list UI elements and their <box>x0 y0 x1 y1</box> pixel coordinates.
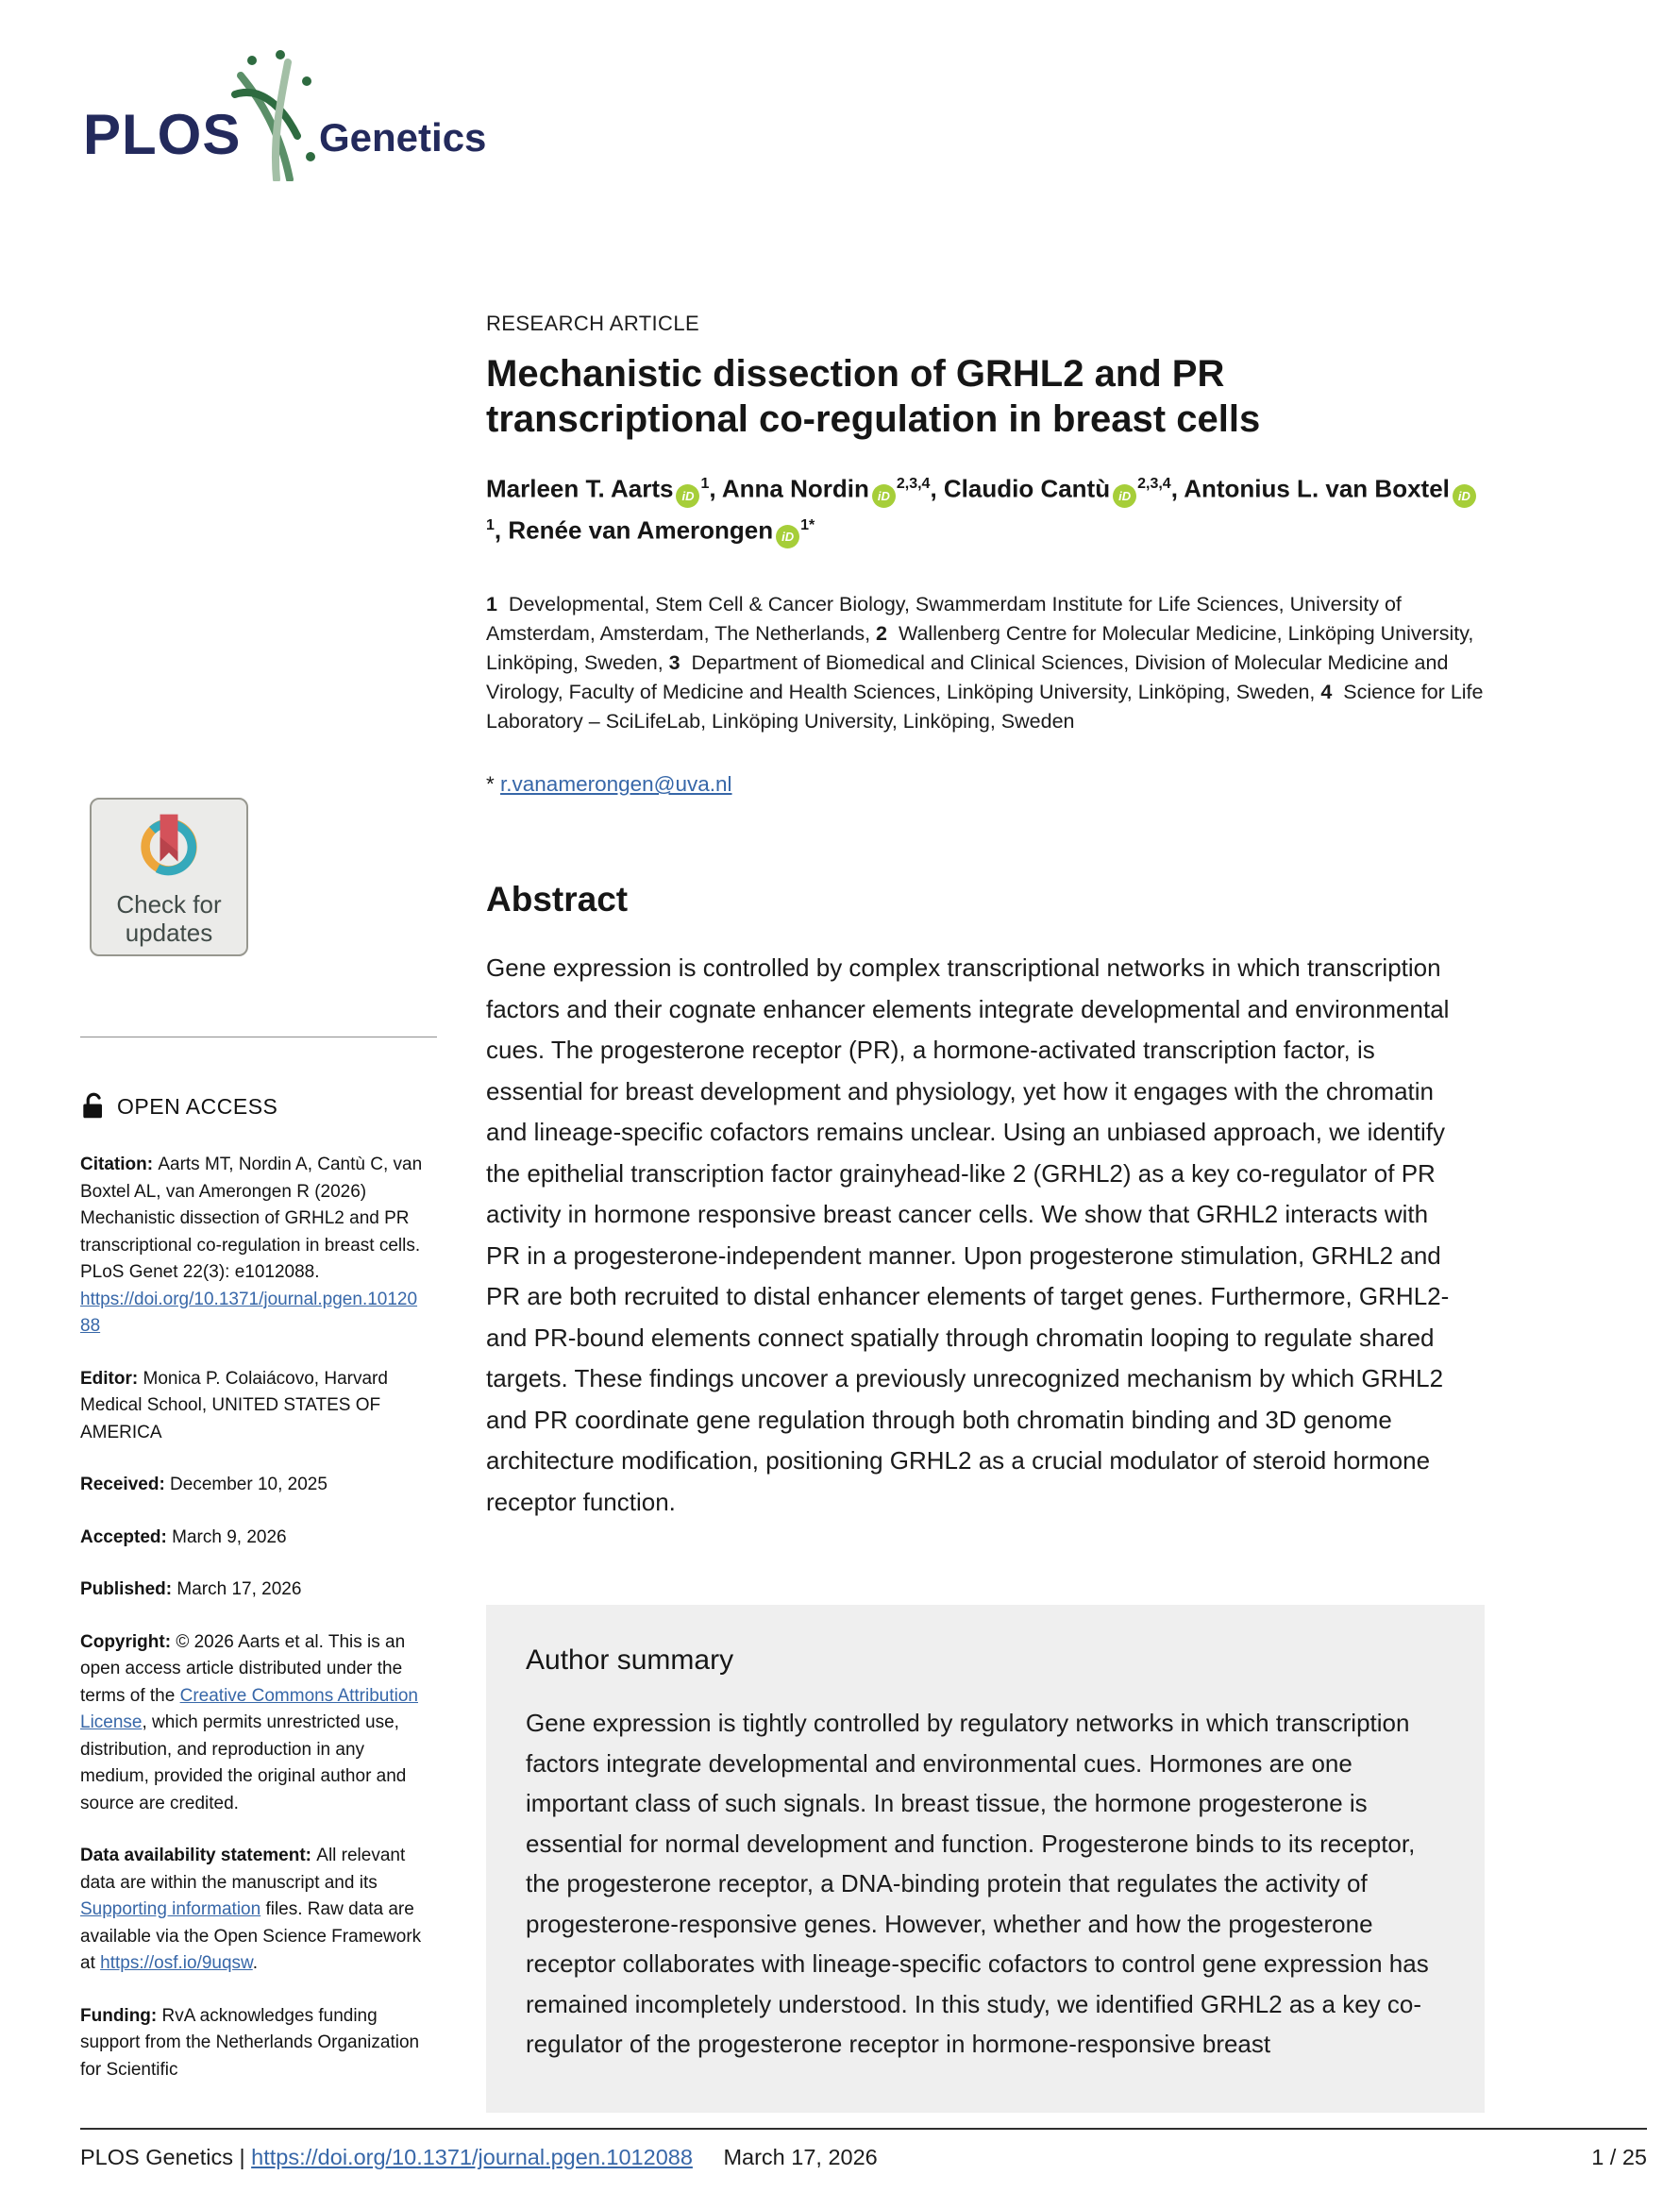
author-affiliation-sup: 1 <box>700 476 710 492</box>
sidebar-block-received: Received: December 10, 2025 <box>80 1475 328 1494</box>
sidebar-link[interactable]: https://osf.io/9uqsw <box>100 1953 253 1973</box>
correspondence-marker: * <box>486 772 495 797</box>
article-title: Mechanistic dissection of GRHL2 and PR transcriptional co-regulation in breast cells <box>486 353 1261 440</box>
crossmark-icon <box>128 807 210 886</box>
author-list: Marleen T. Aarts $iD^1$, Anna Nordin iD$^{2,3,4}$, Claudio Cantù iD$^{2,3,4}$, Antonius L. van Boxtel $iD^1$, Renée van Amerongen $iD^{1*}$ <box>486 466 1485 548</box>
orcid-icon[interactable]: iD <box>1113 484 1136 508</box>
abstract-heading: Abstract <box>486 880 629 919</box>
orcid-icon[interactable]: iD <box>676 484 699 508</box>
author-name: Renée van Amerongen <box>508 515 774 545</box>
correspondence-line <box>486 772 1485 797</box>
article-type-kicker: RESEARCH ARTICLE <box>486 312 700 335</box>
check-for-updates-badge[interactable] <box>90 798 248 956</box>
footer-journal: PLOS Genetics <box>80 2145 233 2169</box>
orcid-icon[interactable]: iD <box>776 525 799 548</box>
footer-page-number: 1 / 25 <box>1591 2145 1647 2169</box>
footer-separator: | <box>239 2145 245 2169</box>
author-name: Anna Nordin <box>721 474 869 503</box>
sidebar-block-data-availability: Data availability statement: All relevant data are within the manuscript and its Supporting information files. Raw data are available via the Open Science Framework at https://osf.io/9uqsw. <box>80 1846 422 1973</box>
author-affiliation-sup: 2,3,4 <box>1137 476 1171 492</box>
author-affiliation-sup: 1* <box>800 516 815 533</box>
journal-name: Genetics <box>319 115 487 160</box>
author-summary-box <box>486 1605 1485 2113</box>
footer-doi-link[interactable]: https://doi.org/10.1371/journal.pgen.1012088 <box>251 2145 693 2169</box>
affiliation-number: 3 <box>668 651 680 675</box>
open-lock-icon <box>80 1091 109 1121</box>
author-name: Marleen T. Aarts <box>486 474 674 503</box>
sidebar-block-funding: Funding: RvA acknowledges funding support from the Netherlands Organization for Scientific <box>80 2005 420 2080</box>
plos-logo-art-icon <box>228 49 319 181</box>
author-name: Claudio Cantù <box>943 474 1111 503</box>
affiliation-number: 4 <box>1320 681 1333 704</box>
footer-rule <box>80 2128 1647 2130</box>
open-access-label: OPEN ACCESS <box>117 1093 278 1119</box>
footer <box>80 2145 1647 2170</box>
author-summary-text: Gene expression is tightly controlled by regulatory networks in which transcription factors integrate developmental and environmental cues. Hormones are one important class of such signals. In breast tissue, the hormone progesterone is essential for normal development and function. Progesterone binds to its receptor, the progesterone receptor, a DNA-binding protein that regulates the activity of progesterone-responsive genes. However, whether and how the progesterone receptor collaborates with lineage-specific cofactors to control gene expression has remained incompletely understood. In this study, we identified GRHL2 as a key co-regulator of the progesterone receptor in hormone-responsive breast <box>526 1709 1429 2058</box>
affiliation-number: 1 <box>486 593 497 616</box>
sidebar-link[interactable]: Creative Commons Attribution License <box>80 1685 418 1732</box>
abstract-text: Gene expression is controlled by complex transcriptional networks in which transcription factors and their cognate enhancer elements integrate developmental and environmental cues. The progesterone receptor (PR), a hormone-activated transcription factor, is essential for breast development and physiology, yet how it engages with the chromatin and lineage-specific cofactors remains unclear. Using an unbiased approach, we identify the epithelial transcription factor grainyhead-like 2 (GRHL2) as a key co-regulator of PR activity in hormone responsive breast cancer cells. We show that GRHL2 interacts with PR in a progesterone-independent manner. Upon progesterone stimulation, GRHL2 and PR are both recruited to distal enhancer elements of target genes. Furthermore, GRHL2- and PR-bound elements connect spatially through chromatin looping to regulate shared targets. These findings uncover a previously unrecognized mechanism by which GRHL2 and PR coordinate gene regulation through both chromatin binding and 3D genome architecture modification, positioning GRHL2 as a crucial modulator of steroid hormone receptor function. <box>486 953 1450 1516</box>
plos-logo-text: PLOS <box>83 103 242 166</box>
sidebar-block-editor: Editor: Monica P. Colaiácovo, Harvard Medical School, UNITED STATES OF AMERICA <box>80 1368 388 1442</box>
affiliations: 1 Developmental, Stem Cell & Cancer Biology, Swammerdam Institute for Life Sciences, University of Amsterdam, Amsterdam, The Netherlands, 2 Wallenberg Centre for Molecular Medicine, Linköping University, Linköping, Sweden, 3 Department of Biomedical and Clinical Sciences, Division of Molecular Medicine and Virology, Faculty of Medicine and Health Sciences, Linköping University, Linköping, Sweden, 4 Science for Life Laboratory – SciLifeLab, Linköping University, Linköping, Sweden <box>486 593 1484 734</box>
orcid-icon[interactable]: iD <box>872 484 896 508</box>
main-column <box>486 312 1485 1523</box>
author-affiliation-sup: 1 <box>486 516 495 533</box>
sidebar-block-published: Published: March 17, 2026 <box>80 1579 302 1599</box>
open-access-row <box>80 1091 424 1121</box>
affiliation-number: 2 <box>876 622 888 646</box>
author-summary-heading: Author summary <box>526 1644 734 1676</box>
sidebar-link[interactable]: Supporting information <box>80 1899 261 1919</box>
footer-date: March 17, 2026 <box>723 2145 878 2169</box>
author-name: Antonius L. van Boxtel <box>1184 474 1450 503</box>
badge-label: Check for updates <box>116 890 222 947</box>
sidebar-block-copyright: Copyright: © 2026 Aarts et al. This is an open access article distributed under the terms of the Creative Commons Attribution License, which permits unrestricted use, distribution, and reproduction in any medium, provided the original author and source are credited. <box>80 1631 418 1813</box>
author-affiliation-sup: 2,3,4 <box>896 476 931 492</box>
correspondence-email-link[interactable]: r.vanamerongen@uva.nl <box>500 772 732 797</box>
sidebar-block-citation: Citation: Aarts MT, Nordin A, Cantù C, van Boxtel AL, van Amerongen R (2026) Mechanistic dissection of GRHL2 and PR transcriptional co-regulation in breast cells. PLoS Genet 22(3): e1012088. https://doi.org/10.1371/journal.pgen.1012088 <box>80 1155 423 1336</box>
sidebar-block-accepted: Accepted: March 9, 2026 <box>80 1526 287 1547</box>
orcid-icon[interactable]: iD <box>1453 484 1476 508</box>
sidebar-link[interactable]: https://doi.org/10.1371/journal.pgen.1012088 <box>80 1289 418 1336</box>
footer-left <box>80 2145 878 2170</box>
sidebar <box>80 1091 424 2109</box>
